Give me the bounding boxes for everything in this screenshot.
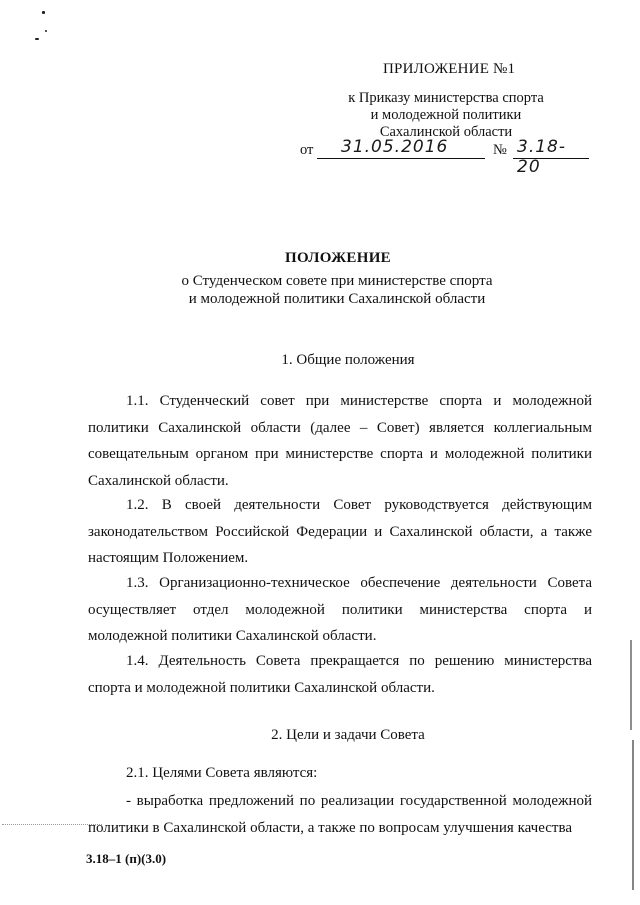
- annex-region-line: Сахалинской области: [379, 124, 513, 140]
- number-label: №: [493, 142, 507, 158]
- scan-speck: [45, 30, 47, 32]
- paragraph-1-3: 1.3. Организационно-техническое обеспечение деятельности Совета осуществляет отдел молодежной политики министерства спорта и молодежной политики Сахалинской области.: [88, 575, 592, 644]
- scan-dotted-mark: [2, 824, 102, 825]
- handwritten-number: 3.18-20: [517, 137, 566, 177]
- scan-speck: [35, 38, 39, 40]
- date-label: от: [300, 142, 314, 158]
- annex-title: ПРИЛОЖЕНИЕ №1: [383, 61, 516, 77]
- order-date-row: [300, 137, 600, 177]
- paragraph-1-4: 1.4. Деятельность Совета прекращается по решению министерства спорта и молодежной политики Сахалинской области.: [88, 653, 592, 696]
- paragraph-2-1: 2.1. Целями Совета являются:: [126, 765, 318, 781]
- scan-edge-mark: [630, 640, 632, 730]
- scan-speck: [42, 11, 45, 14]
- document-title: ПОЛОЖЕНИЕ: [285, 250, 391, 266]
- annex-ministry-line: и молодежной политики: [370, 107, 522, 123]
- scan-edge-mark: [632, 740, 634, 890]
- section-heading-general: 1. Общие положения: [281, 352, 415, 368]
- handwritten-date: 31.05.2016: [341, 137, 449, 157]
- section-heading-goals: 2. Цели и задачи Совета: [271, 727, 425, 743]
- form-code: 3.18–1 (п)(3.0): [86, 851, 167, 866]
- date-field: [317, 137, 485, 159]
- paragraph-1-1: 1.1. Студенческий совет при министерстве спорта и молодежной политики Сахалинской области (далее – Совет) является коллегиальным совещательным органом при министерстве спорта и молодежной политики Сахалинской области.: [88, 393, 592, 489]
- paragraph-2-1-item: - выработка предложений по реализации государственной молодежной политики в Сахалинской области, а также по вопросам улучшения качества: [88, 793, 592, 836]
- number-field: [513, 137, 589, 177]
- paragraph-1-2: 1.2. В своей деятельности Совет руководствуется действующим законодательством Российской Федерации и Сахалинской области, а также настоящим Положением.: [88, 497, 592, 566]
- document-subtitle-line1: о Студенческом совете при министерстве спорта: [181, 273, 493, 289]
- annex-order-line: к Приказу министерства спорта: [348, 90, 544, 106]
- document-subtitle-line2: и молодежной политики Сахалинской области: [188, 291, 486, 307]
